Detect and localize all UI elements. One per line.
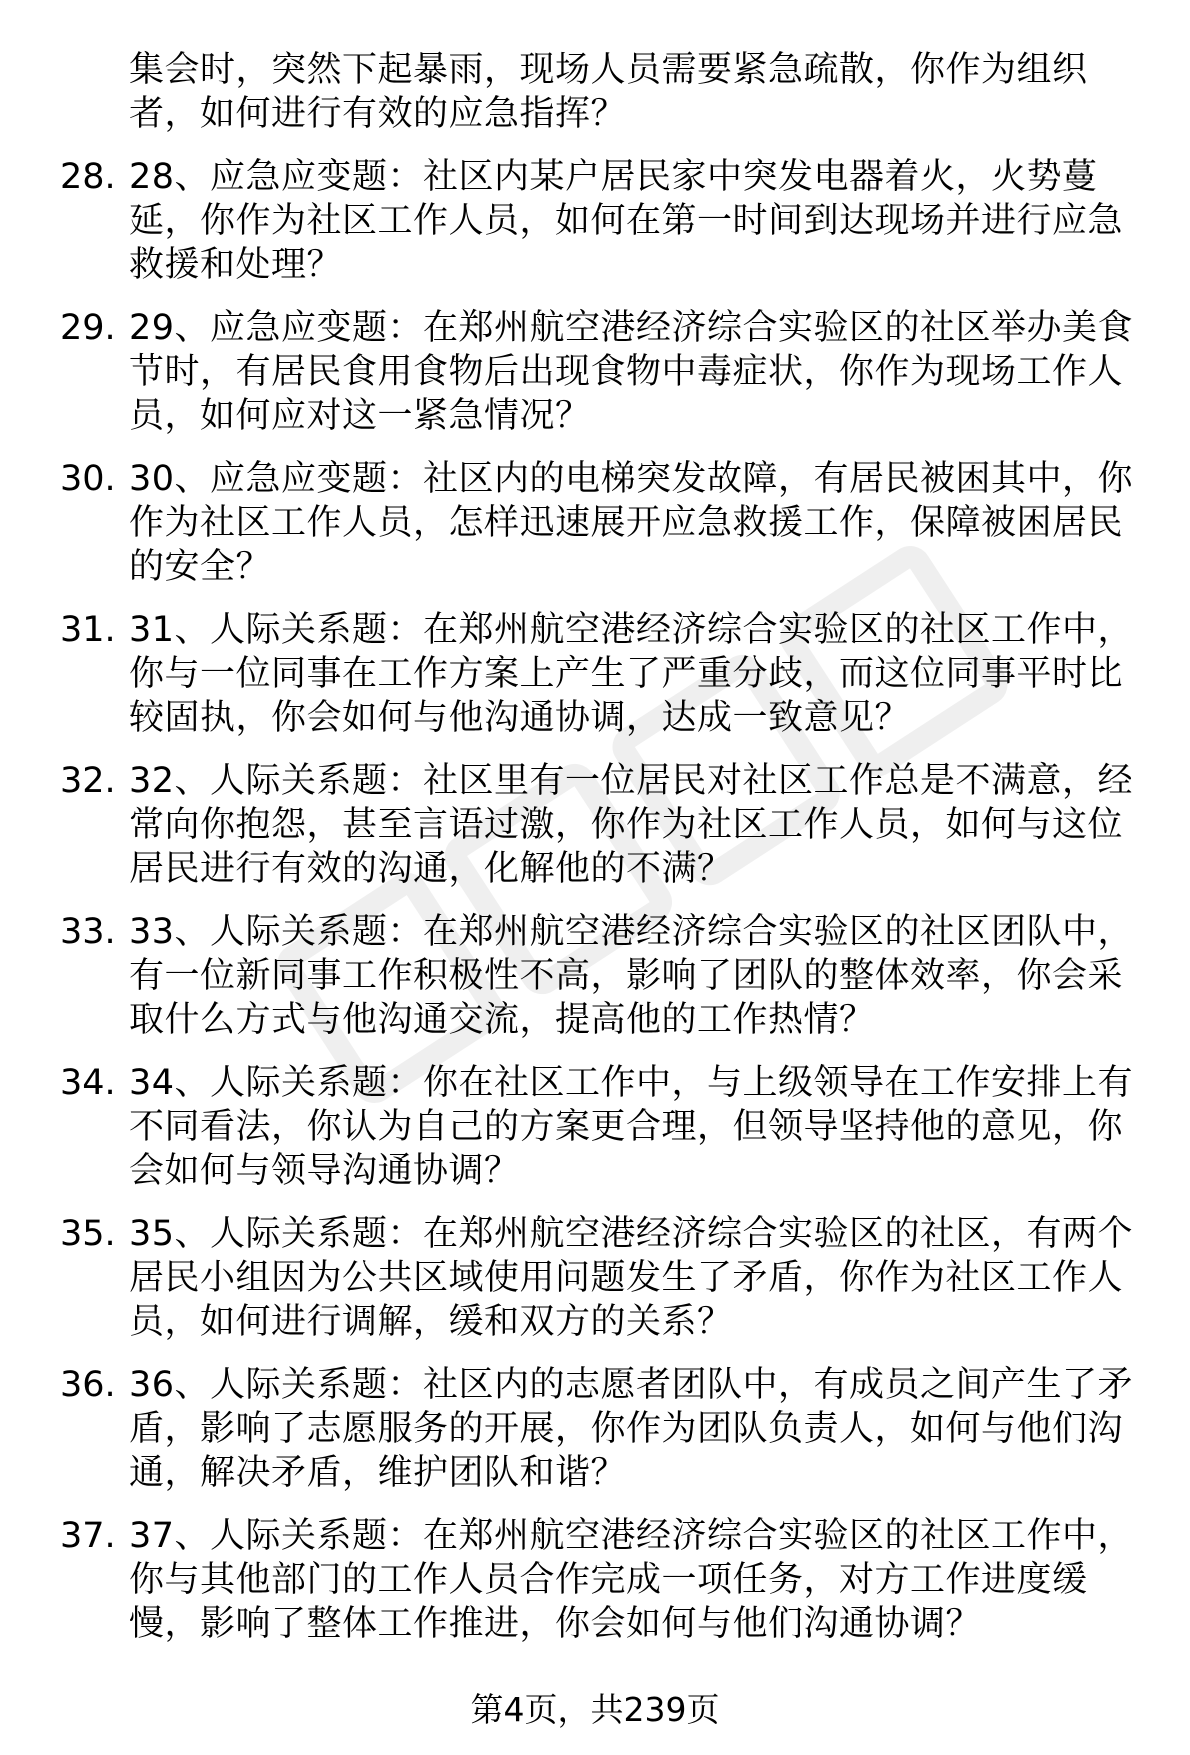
- question-number: 29.: [60, 308, 116, 348]
- question-number: 34.: [60, 1063, 116, 1103]
- continued-question-text: 集会时，突然下起暴雨，现场人员需要紧急疏散，你作为组织者，如何进行有效的应急指挥？: [129, 50, 1088, 134]
- question-item: [60, 457, 1150, 589]
- question-number: 32.: [60, 761, 116, 801]
- question-content: [60, 48, 1150, 1646]
- question-list: [60, 155, 1150, 1646]
- question-text: 29、应急应变题：在郑州航空港经济综合实验区的社区举办美食节时，有居民食用食物后出现食物中毒症状，你作为现场工作人员，如何应对这一紧急情况？: [129, 308, 1134, 436]
- question-text: 36、人际关系题：社区内的志愿者团队中，有成员之间产生了矛盾，影响了志愿服务的开展，你作为团队负责人，如何与他们沟通，解决矛盾，维护团队和谐？: [129, 1365, 1134, 1493]
- question-item: [60, 1212, 1150, 1344]
- question-text: 32、人际关系题：社区里有一位居民对社区工作总是不满意，经常向你抱怨，甚至言语过激，你作为社区工作人员，如何与这位居民进行有效的沟通，化解他的不满？: [129, 761, 1134, 889]
- question-text: 30、应急应变题：社区内的电梯突发故障，有居民被困其中，你作为社区工作人员，怎样迅速展开应急救援工作，保障被困居民的安全？: [129, 459, 1134, 587]
- question-text: 33、人际关系题：在郑州航空港经济综合实验区的社区团队中，有一位新同事工作积极性不高，影响了团队的整体效率，你会采取什么方式与他沟通交流，提高他的工作热情？: [129, 912, 1134, 1040]
- question-item: [60, 910, 1150, 1042]
- question-item: [60, 759, 1150, 891]
- question-text: 35、人际关系题：在郑州航空港经济综合实验区的社区，有两个居民小组因为公共区域使用问题发生了矛盾，你作为社区工作人员，如何进行调解，缓和双方的关系？: [129, 1214, 1134, 1342]
- question-item: [60, 1514, 1150, 1646]
- question-text: 37、人际关系题：在郑州航空港经济综合实验区的社区工作中，你与其他部门的工作人员合作完成一项任务，对方工作进度缓慢，影响了整体工作推进，你会如何与他们沟通协调？: [129, 1516, 1134, 1644]
- question-number: 33.: [60, 912, 116, 952]
- question-number: 35.: [60, 1214, 116, 1254]
- question-text: 28、应急应变题：社区内某户居民家中突发电器着火，火势蔓延，你作为社区工作人员，如何在第一时间到达现场并进行应急救援和处理？: [129, 157, 1124, 285]
- question-item: [60, 608, 1150, 740]
- question-item: [60, 306, 1150, 438]
- question-text: 31、人际关系题：在郑州航空港经济综合实验区的社区工作中，你与一位同事在工作方案上产生了严重分歧，而这位同事平时比较固执，你会如何与他沟通协调，达成一致意见？: [129, 610, 1134, 738]
- question-number: 31.: [60, 610, 116, 650]
- question-number: 28.: [60, 157, 116, 197]
- question-item: [60, 1061, 1150, 1193]
- question-number: 36.: [60, 1365, 116, 1405]
- question-text: 34、人际关系题：你在社区工作中，与上级领导在工作安排上有不同看法，你认为自己的方案更合理，但领导坚持他的意见，你会如何与领导沟通协调？: [129, 1063, 1134, 1191]
- question-number: 30.: [60, 459, 116, 499]
- question-item: [60, 1363, 1150, 1495]
- page-footer: [0, 1690, 1190, 1730]
- question-item: [60, 155, 1150, 287]
- question-number: 37.: [60, 1516, 116, 1556]
- page-number-label: 第4页，共239页: [470, 1690, 720, 1729]
